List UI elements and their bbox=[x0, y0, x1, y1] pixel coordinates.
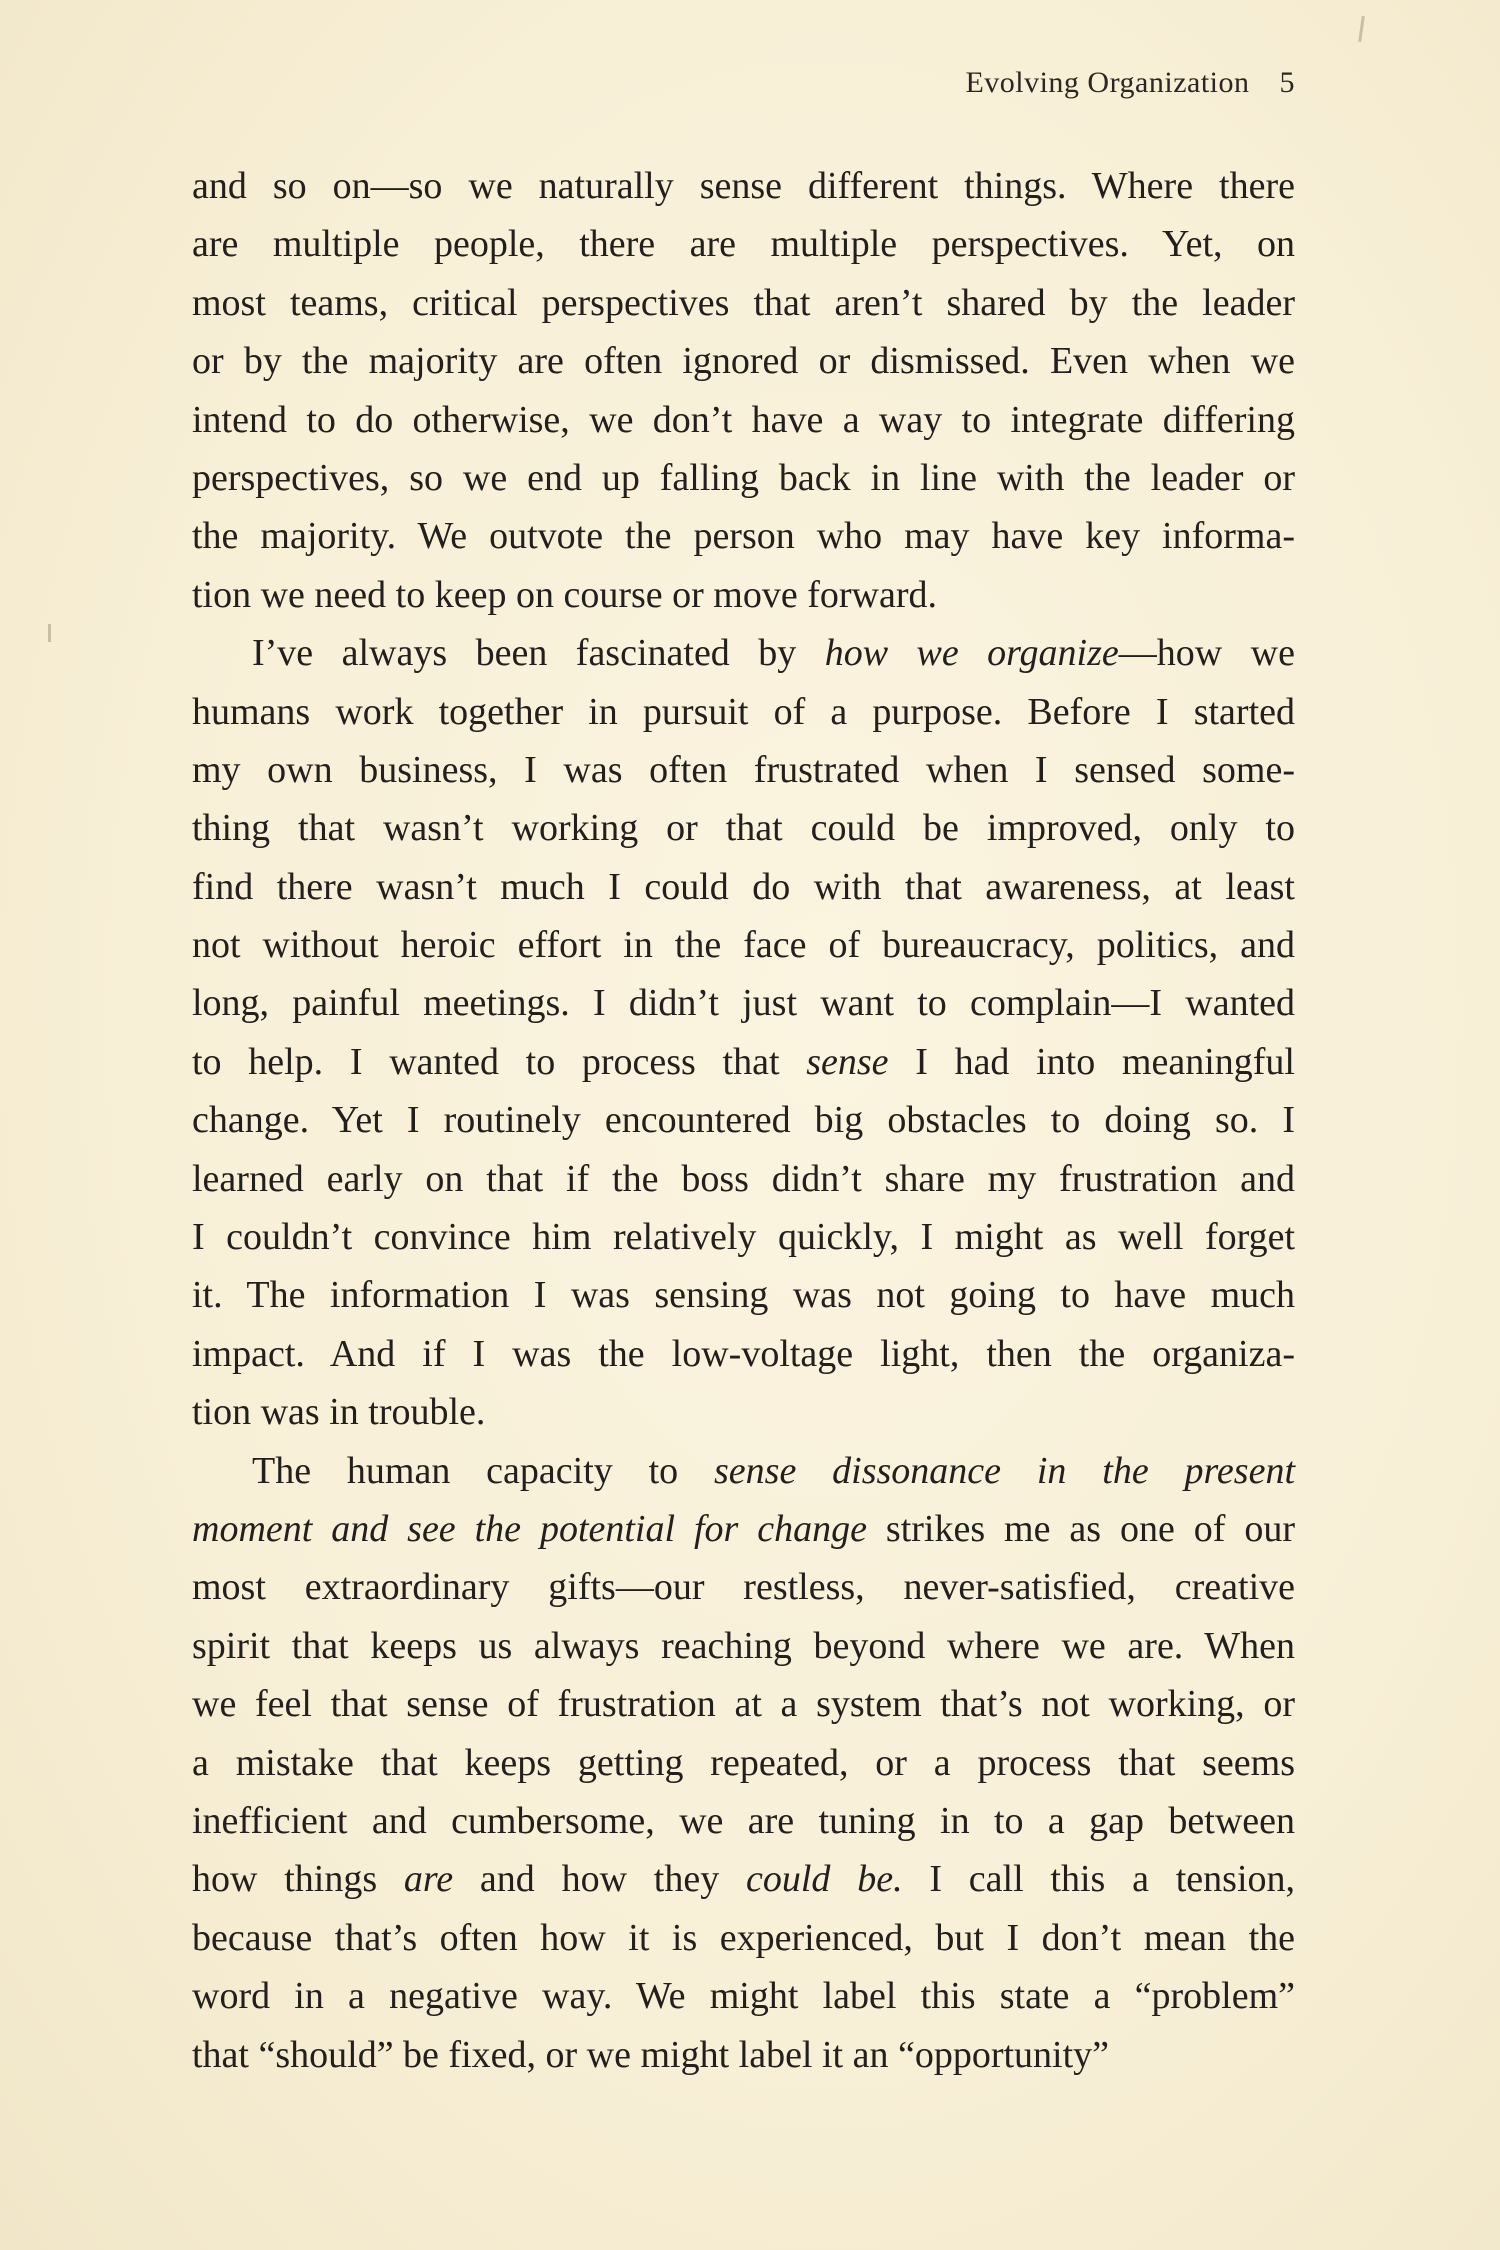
italic-phrase: could be. bbox=[746, 1858, 903, 1901]
text-line: long, painful meetings. I didn’t just want to complain—I wanted bbox=[192, 982, 1295, 1025]
text-line: find there wasn’t much I could do with that awareness, at least bbox=[192, 865, 1295, 908]
text-line: because that’s often how it is experienced, but I don’t mean the bbox=[192, 1916, 1295, 1959]
text-line: thing that wasn’t working or that could be improved, only to bbox=[192, 807, 1295, 850]
page-number: 5 bbox=[1279, 66, 1295, 99]
text-line: learned early on that if the boss didn’t share my frustration and bbox=[192, 1157, 1295, 1200]
text-line: intend to do otherwise, we don’t have a way to integrate differing bbox=[192, 398, 1295, 441]
scan-speck bbox=[1358, 16, 1365, 42]
text-line: moment and see the potential for change strikes me as one of our bbox=[192, 1507, 1295, 1550]
text-line: my own business, I was often frustrated when I sensed some- bbox=[192, 748, 1295, 791]
scan-speck bbox=[48, 624, 51, 642]
text-line: tion we need to keep on course or move forward. bbox=[192, 573, 937, 616]
paragraph bbox=[192, 624, 1295, 1441]
text-line: not without heroic effort in the face of bureaucracy, politics, and bbox=[192, 924, 1295, 967]
italic-phrase: sense bbox=[806, 1040, 889, 1083]
running-title: Evolving Organization bbox=[965, 66, 1250, 99]
italic-phrase: how we organize bbox=[824, 632, 1119, 675]
text-line: the majority. We outvote the person who may have key informa- bbox=[192, 515, 1295, 558]
text-line: how things are and how they could be. I call this a tension, bbox=[192, 1858, 1295, 1901]
text-line: that “should” be fixed, or we might label it an “opportunity” bbox=[192, 2033, 1110, 2076]
paragraph bbox=[192, 157, 1295, 624]
italic-phrase: sense dissonance in the present bbox=[714, 1449, 1295, 1492]
text-line: impact. And if I was the low-voltage light, then the organiza- bbox=[192, 1332, 1295, 1375]
italic-phrase: moment and see the potential for change bbox=[192, 1507, 867, 1550]
text-line: are multiple people, there are multiple perspectives. Yet, on bbox=[192, 223, 1295, 266]
text-line: inefficient and cumbersome, we are tuning in to a gap between bbox=[192, 1799, 1295, 1842]
text-line: humans work together in pursuit of a purpose. Before I started bbox=[192, 690, 1295, 733]
text-line: we feel that sense of frustration at a system that’s not working, or bbox=[192, 1683, 1295, 1726]
text-line: it. The information I was sensing was not going to have much bbox=[192, 1274, 1295, 1317]
paragraph bbox=[192, 1442, 1295, 2084]
text-line: tion was in trouble. bbox=[192, 1391, 486, 1434]
text-line: and so on—so we naturally sense different things. Where there bbox=[192, 165, 1295, 207]
text-line: The human capacity to sense dissonance in the present bbox=[252, 1449, 1295, 1492]
text-line: word in a negative way. We might label this state a “problem” bbox=[192, 1975, 1295, 2018]
text-line: I’ve always been fascinated by how we organize—how we bbox=[252, 632, 1295, 675]
text-line: most extraordinary gifts—our restless, never-satisfied, creative bbox=[192, 1566, 1295, 1609]
body-text bbox=[192, 157, 1295, 2084]
text-line: most teams, critical perspectives that aren’t shared by the leader bbox=[192, 281, 1295, 324]
text-line: perspectives, so we end up falling back in line with the leader or bbox=[192, 456, 1295, 499]
text-line: or by the majority are often ignored or dismissed. Even when we bbox=[192, 340, 1295, 383]
text-line: spirit that keeps us always reaching beyond where we are. When bbox=[192, 1624, 1295, 1667]
running-head bbox=[0, 66, 1295, 100]
text-line: change. Yet I routinely encountered big obstacles to doing so. I bbox=[192, 1099, 1295, 1142]
text-line: I couldn’t convince him relatively quickly, I might as well forget bbox=[192, 1216, 1295, 1259]
text-line: to help. I wanted to process that sense I had into meaningful bbox=[192, 1040, 1295, 1083]
text-line: a mistake that keeps getting repeated, or a process that seems bbox=[192, 1741, 1295, 1784]
italic-phrase: are bbox=[403, 1858, 454, 1901]
